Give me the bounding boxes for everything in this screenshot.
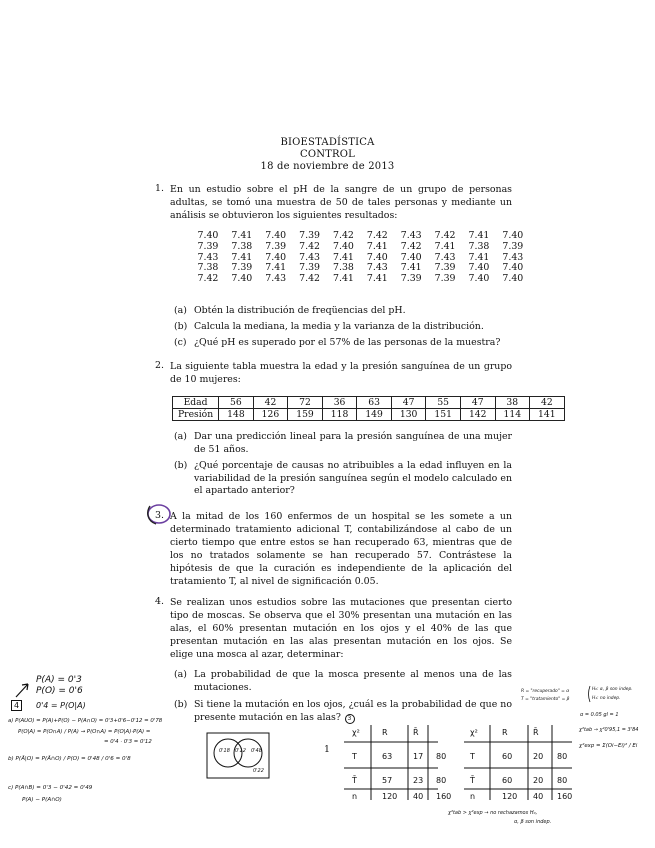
document-subtitle: CONTROL bbox=[299, 149, 356, 160]
question-2a-label: (a) bbox=[174, 431, 187, 442]
ph-cell: 7.40 bbox=[400, 251, 422, 263]
ph-cell: 7.38 bbox=[333, 262, 354, 274]
ph-cell: 7.40 bbox=[366, 251, 388, 263]
hw-table-header: R bbox=[382, 728, 388, 737]
ph-cell: 7.41 bbox=[434, 240, 456, 252]
ph-cell: 7.40 bbox=[502, 230, 524, 241]
table-cell: 42 bbox=[530, 397, 565, 409]
venn-a-only: 0'18 bbox=[219, 748, 230, 754]
ph-cell: 7.40 bbox=[502, 262, 524, 274]
ph-cell: 7.38 bbox=[231, 240, 253, 252]
ph-cell: 7.39 bbox=[197, 240, 219, 252]
question-2a-text: Dar una predicción lineal para la presión sanguínea de una mujer de 51 años. bbox=[194, 431, 512, 455]
hw-q4-box: 4 bbox=[11, 700, 22, 711]
question-1-number: 1. bbox=[155, 183, 164, 194]
hw-table-cell: T̄ bbox=[352, 776, 357, 785]
ph-cell: 7.43 bbox=[502, 251, 524, 263]
ph-cell: 7.41 bbox=[400, 262, 422, 274]
table-cell: 38 bbox=[495, 397, 530, 409]
ph-cell: 7.41 bbox=[366, 273, 388, 285]
question-1a-text: Obtén la distribución de freqüencias del pH. bbox=[194, 305, 406, 316]
hw-table-cell: 17 bbox=[413, 752, 424, 761]
document-title: BIOESTADÍSTICA bbox=[280, 137, 375, 148]
table-cell: 149 bbox=[357, 409, 392, 421]
ph-cell: 7.41 bbox=[231, 251, 253, 263]
ph-cell: 7.42 bbox=[299, 273, 320, 285]
ph-cell: 7.40 bbox=[468, 273, 490, 285]
table-cell: 159 bbox=[288, 409, 323, 421]
hw-table-cell: 20 bbox=[533, 776, 544, 785]
hw-c-line2: P(A) − P(A∩O) bbox=[22, 797, 62, 803]
hw-table-header: R̄ bbox=[533, 728, 539, 737]
hw-table-cell: 63 bbox=[382, 752, 393, 761]
table-cell: 114 bbox=[495, 409, 530, 421]
ph-cell: 7.39 bbox=[434, 262, 456, 274]
hw-table-cell: 40 bbox=[413, 792, 424, 801]
question-3-text: A la mitad de los 160 enfermos de un hospital se les somete a un determinado tratamiento adicional T, contabilizándose al cabo de un cierto tiempo que entre estos se han recuperado 63, mientras que de los no tratados solamente se han recuperado 57. Contrástese la hipótesis de que la curación es independiente de la aplicación del tratamiento T, al nivel de significación 0.05. bbox=[170, 511, 512, 587]
table-row-label: Edad bbox=[173, 397, 219, 409]
ph-cell: 7.39 bbox=[502, 240, 524, 252]
question-4a-label: (a) bbox=[174, 669, 187, 680]
hw-table-cell: 80 bbox=[557, 752, 568, 761]
hw-b-line: b) P(Ā|O) = P(Ā∩O) / P(O) = 0'48 / 0'6 = 0'8 bbox=[8, 756, 131, 762]
hw-a-line2: P(O|A) = P(O∩A) / P(A) → P(O∩A) = P(O|A)·P(A) = bbox=[18, 729, 151, 735]
ph-cell: 7.43 bbox=[400, 230, 422, 241]
table-cell: 148 bbox=[219, 409, 254, 421]
hw-table-cell: T bbox=[470, 752, 475, 761]
hw-table-header: χ² bbox=[352, 728, 360, 737]
hw-table-header: R bbox=[502, 728, 508, 737]
hw-table-cell: 120 bbox=[382, 792, 398, 801]
ph-cell: 7.42 bbox=[400, 240, 422, 252]
ph-cell: 7.43 bbox=[434, 251, 456, 263]
venn-outside: 0'22 bbox=[253, 768, 264, 774]
ph-cell: 7.41 bbox=[468, 251, 490, 263]
question-4b-label: (b) bbox=[174, 699, 188, 710]
ph-cell: 7.38 bbox=[197, 262, 219, 274]
table-cell: 118 bbox=[322, 409, 357, 421]
ph-cell: 7.38 bbox=[468, 240, 490, 252]
document-date: 18 de noviembre de 2013 bbox=[260, 161, 395, 172]
hw-table-cell: n bbox=[352, 792, 358, 801]
ph-cell: 7.42 bbox=[197, 273, 219, 285]
ph-cell: 7.40 bbox=[265, 230, 287, 241]
hw-conclusion-2: α, β son indep. bbox=[514, 819, 552, 825]
hw-prob-a: P(A) = 0'3 bbox=[36, 675, 82, 685]
question-1c-label: (c) bbox=[174, 337, 187, 348]
hw-chi-critical: χ²tab → χ²0'95,1 = 3'84 bbox=[579, 727, 639, 733]
hw-table-cell: n bbox=[470, 792, 476, 801]
venn-intersection: 0'12 bbox=[235, 748, 246, 754]
ph-cell: 7.42 bbox=[434, 230, 456, 241]
ph-cell: 7.42 bbox=[299, 240, 320, 252]
hw-c-line1: c) P(A∩B) = 0'3 − 0'42 = 0'49 bbox=[8, 785, 93, 791]
hw-table-cell: 57 bbox=[382, 776, 393, 785]
hw-table-header: R̄ bbox=[413, 728, 419, 737]
question-2b-text: ¿Qué porcentaje de causas no atribuibles a la edad influyen en la variabilidad de la presión sanguínea según el modelo calculado en el apartado anterior? bbox=[194, 460, 512, 496]
hw-table-cell: 80 bbox=[557, 776, 568, 785]
ph-cell: 7.41 bbox=[265, 262, 287, 274]
ph-cell: 7.41 bbox=[231, 230, 253, 241]
question-2-text: La siguiente tabla muestra la edad y la presión sanguínea de un grupo de 10 mujeres: bbox=[170, 361, 512, 385]
hw-table-cell: 60 bbox=[502, 776, 513, 785]
ph-cell: 7.41 bbox=[468, 230, 490, 241]
table-cell: 126 bbox=[253, 409, 288, 421]
hw-table-cell: 160 bbox=[436, 792, 452, 801]
hw-prob-o: P(O) = 0'6 bbox=[36, 686, 83, 696]
ph-cell: 7.40 bbox=[231, 273, 253, 285]
hw-a-line1: a) P(AUO) = P(A)+P(O) − P(A∩O) = 0'3+0'6−0'12 = 0'78 bbox=[8, 718, 163, 724]
question-1a-label: (a) bbox=[174, 305, 187, 316]
hw-q3-number: 3 bbox=[347, 714, 352, 722]
hw-table-cell: T bbox=[352, 752, 357, 761]
question-1-text: En un estudio sobre el pH de la sangre de un grupo de personas adultas, se tomó una muestra de 50 de tales personas y mediante un análisis se obtuvieron los siguientes resultados: bbox=[170, 184, 512, 221]
hw-table-cell: T̄ bbox=[470, 776, 475, 785]
ph-cell: 7.39 bbox=[299, 230, 320, 241]
hw-table-cell: 120 bbox=[502, 792, 518, 801]
question-1c-text: ¿Qué pH es superado por el 57% de las personas de la muestra? bbox=[194, 337, 501, 348]
hw-note-t: T = "tratamiento" = β bbox=[521, 697, 570, 702]
ph-cell: 7.41 bbox=[333, 251, 354, 263]
ph-cell: 7.39 bbox=[265, 240, 287, 252]
hw-note-r: R = "recuperado" = α bbox=[521, 689, 570, 694]
question-4b-text: Si tiene la mutación en los ojos, ¿cuál es la probabilidad de que no presente mutación en las alas? bbox=[194, 699, 512, 723]
hw-table-cell: 80 bbox=[436, 776, 447, 785]
hw-prob-o-given-a: 0'4 = P(O|A) bbox=[36, 701, 86, 710]
hw-table-cell: 160 bbox=[557, 792, 573, 801]
ph-cell: 7.43 bbox=[299, 251, 320, 263]
question-2-number: 2. bbox=[155, 360, 164, 371]
question-4-text: Se realizan unos estudios sobre las mutaciones que presentan cierto tipo de moscas. Se observa que el 30% presentan una mutación en las alas, el 60% presentan mutación en los ojos y el 40% de las que presentan mutación en las alas presentan mutación en los ojos. Se elige una mosca al azar, determinar: bbox=[170, 597, 512, 660]
ph-cell: 7.40 bbox=[197, 230, 219, 241]
hw-table-header: χ² bbox=[470, 728, 478, 737]
table-cell: 55 bbox=[426, 397, 461, 409]
question-2b-label: (b) bbox=[174, 460, 188, 471]
ph-cell: 7.40 bbox=[333, 240, 354, 252]
ph-cell: 7.41 bbox=[366, 240, 388, 252]
table-row-label: Presión bbox=[173, 409, 219, 421]
table-cell: 42 bbox=[253, 397, 288, 409]
hw-a-line3: = 0'4 · 0'3 = 0'12 bbox=[104, 739, 152, 745]
ph-cell: 7.39 bbox=[231, 262, 253, 274]
hw-h1: H₁: no indep. bbox=[592, 696, 621, 701]
question-3-number: 3. bbox=[155, 510, 164, 521]
table-cell: 151 bbox=[426, 409, 461, 421]
question-1b-label: (b) bbox=[174, 321, 188, 332]
table-cell: 142 bbox=[460, 409, 495, 421]
hw-table-cell: 23 bbox=[413, 776, 424, 785]
question-4a-text: La probabilidad de que la mosca presente al menos una de las mutaciones. bbox=[194, 669, 512, 693]
question-1b-text: Calcula la mediana, la media y la varianza de la distribución. bbox=[194, 321, 484, 332]
question-4-number: 4. bbox=[155, 596, 164, 607]
table-cell: 47 bbox=[460, 397, 495, 409]
ph-cell: 7.42 bbox=[366, 230, 388, 241]
table-cell: 72 bbox=[288, 397, 323, 409]
ph-cell: 7.43 bbox=[197, 251, 219, 263]
ph-cell: 7.43 bbox=[366, 262, 388, 274]
hw-table-cell: 20 bbox=[533, 752, 544, 761]
hw-table-cell: 80 bbox=[436, 752, 447, 761]
hw-h0: H₀: α, β son indep. bbox=[592, 687, 633, 692]
ph-cell: 7.40 bbox=[502, 273, 524, 285]
table-cell: 130 bbox=[391, 409, 426, 421]
table-cell: 56 bbox=[219, 397, 254, 409]
hw-conclusion-1: χ²tab > χ²exp → no rechazamos H₀, bbox=[448, 810, 538, 816]
ph-cell: 7.42 bbox=[333, 230, 354, 241]
table-cell: 47 bbox=[391, 397, 426, 409]
ph-cell: 7.41 bbox=[333, 273, 354, 285]
ph-cell: 7.40 bbox=[265, 251, 287, 263]
hw-table-cell: 40 bbox=[533, 792, 544, 801]
ph-cell: 7.39 bbox=[299, 262, 320, 274]
table-cell: 141 bbox=[530, 409, 565, 421]
page-number: 1 bbox=[324, 744, 330, 755]
table-cell: 36 bbox=[322, 397, 357, 409]
ph-cell: 7.39 bbox=[400, 273, 422, 285]
hw-alpha: α = 0.05 gl = 1 bbox=[580, 712, 619, 718]
hw-chi-formula: χ²exp = Σ(Oi−Ei)² / Ei bbox=[579, 743, 638, 749]
table-cell: 63 bbox=[357, 397, 392, 409]
ph-cell: 7.40 bbox=[468, 262, 490, 274]
ph-cell: 7.39 bbox=[434, 273, 456, 285]
ph-cell: 7.43 bbox=[265, 273, 287, 285]
hw-table-cell: 60 bbox=[502, 752, 513, 761]
venn-o-only: 0'48 bbox=[251, 748, 262, 754]
